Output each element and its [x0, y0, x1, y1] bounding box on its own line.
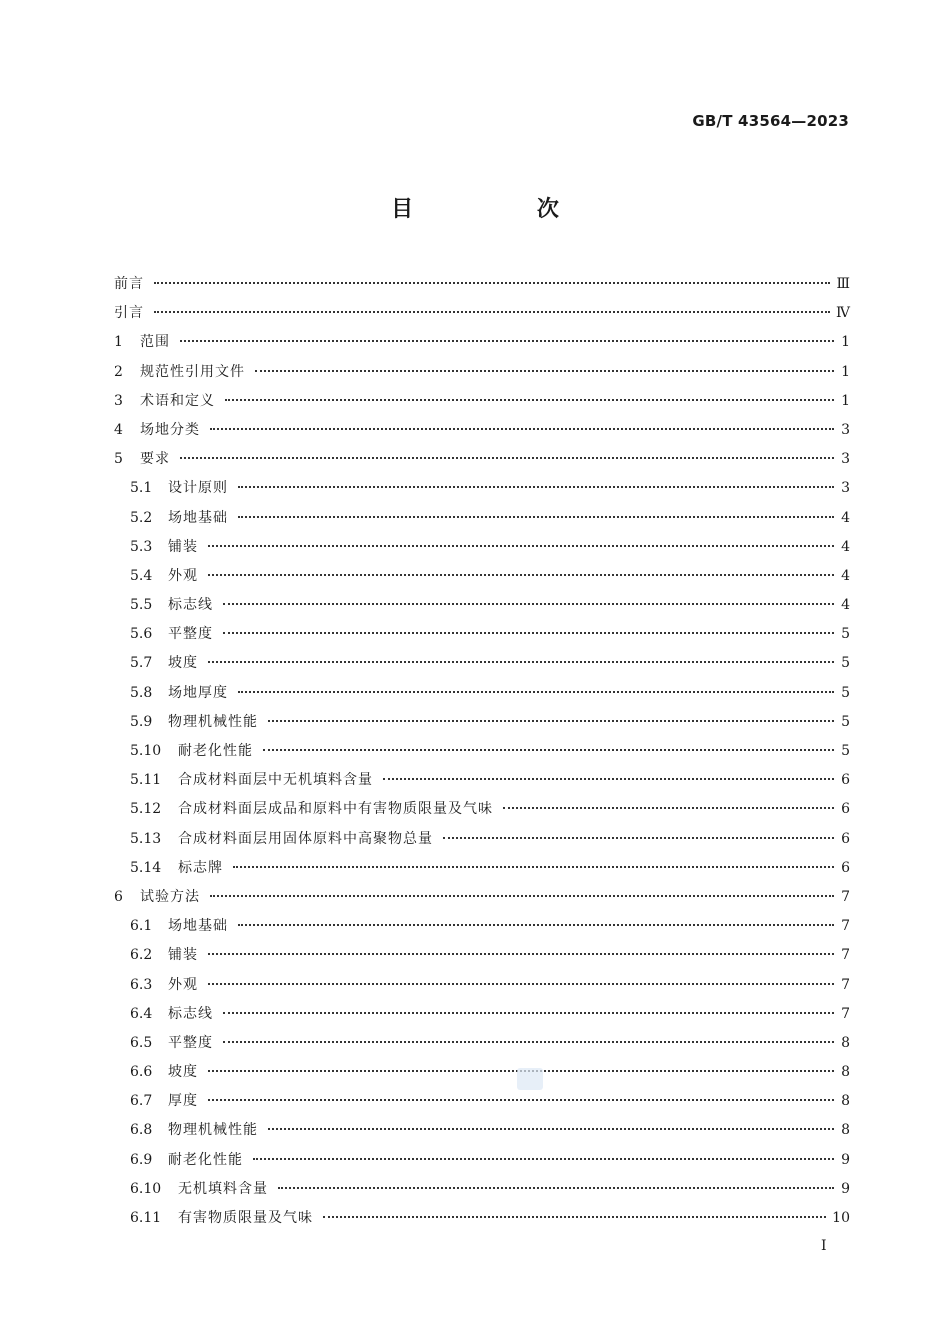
toc-entry-page: 8	[841, 1093, 850, 1110]
toc-entry[interactable]	[114, 941, 850, 970]
toc-entry-page: 1	[841, 392, 850, 409]
toc-entry-number: 5.3	[130, 538, 153, 555]
toc-entry[interactable]	[114, 1175, 850, 1204]
toc-entry-page: 8	[841, 1122, 850, 1139]
toc-entry-number: 5.14	[130, 859, 162, 876]
toc-entry-number: 6.8	[130, 1122, 153, 1139]
toc-entry-number: 6.6	[130, 1064, 153, 1081]
toc-entry-number: 5.4	[130, 567, 153, 584]
dot-leader	[208, 983, 834, 985]
toc-entry-number: 5.1	[130, 480, 153, 497]
dot-leader	[503, 807, 834, 809]
toc-entry[interactable]	[114, 766, 850, 795]
toc-entry[interactable]	[114, 358, 850, 387]
toc-entry-label: 试验方法	[140, 888, 200, 905]
toc-entry-page: 6	[841, 830, 850, 847]
page-number: I	[821, 1238, 827, 1254]
watermark-logo-icon	[517, 1068, 543, 1090]
dot-leader	[210, 895, 834, 897]
toc-entry[interactable]	[114, 328, 850, 357]
toc-entry-label: 合成材料面层用固体原料中高聚物总量	[178, 830, 433, 847]
toc-entry-label: 场地分类	[140, 421, 200, 438]
toc-entry[interactable]	[114, 416, 850, 445]
toc-entry-number: 6.10	[130, 1180, 162, 1197]
toc-entry-page: 4	[841, 538, 850, 555]
toc-entry-number: 5.6	[130, 626, 153, 643]
toc-entry-label: 设计原则	[168, 480, 228, 497]
toc-entry-page: 5	[841, 626, 850, 643]
dot-leader	[238, 486, 834, 488]
toc-entry-label: 前言	[114, 276, 144, 292]
dot-leader	[253, 1158, 834, 1160]
toc-entry-number: 6.7	[130, 1093, 153, 1110]
toc-entry[interactable]	[114, 912, 850, 941]
toc-entry[interactable]	[114, 971, 850, 1000]
toc-entry-number: 6.3	[130, 976, 153, 993]
toc-entry-page: 7	[841, 947, 850, 964]
toc-entry-page: 1	[841, 363, 850, 380]
toc-entry[interactable]	[114, 387, 850, 416]
toc-entry-label: 场地基础	[168, 918, 228, 935]
toc-entry[interactable]	[114, 591, 850, 620]
toc-entry-number: 6.9	[130, 1151, 153, 1168]
toc-entry[interactable]	[114, 649, 850, 678]
toc-entry-label: 标志线	[168, 1005, 213, 1022]
toc-entry[interactable]	[114, 795, 850, 824]
toc-entry-page: 4	[841, 509, 850, 526]
toc-entry-page: Ⅲ	[836, 276, 850, 292]
toc-entry-label: 坡度	[168, 655, 198, 672]
toc-entry[interactable]	[114, 445, 850, 474]
dot-leader	[180, 457, 834, 459]
toc-entry-page: 5	[841, 713, 850, 730]
toc-entry-label: 物理机械性能	[168, 713, 258, 730]
toc-entry[interactable]	[114, 1146, 850, 1175]
toc-entry-page: 8	[841, 1064, 850, 1081]
toc-entry-page: 6	[841, 801, 850, 818]
dot-leader	[443, 837, 834, 839]
toc-entry-number: 5.11	[130, 772, 162, 789]
toc-entry-page: 4	[841, 567, 850, 584]
toc-entry[interactable]	[114, 1029, 850, 1058]
toc-entry-page: 4	[841, 597, 850, 614]
toc-entry-label: 范围	[140, 334, 170, 351]
toc-entry-label: 外观	[168, 976, 198, 993]
dot-leader	[323, 1216, 826, 1218]
toc-entry-number: 6	[114, 888, 123, 905]
dot-leader	[383, 778, 834, 780]
toc-entry-page: 7	[841, 1005, 850, 1022]
toc-entry-page: 6	[841, 772, 850, 789]
toc-entry-label: 标志牌	[178, 859, 223, 876]
dot-leader	[255, 370, 834, 372]
dot-leader	[233, 866, 834, 868]
dot-leader	[278, 1187, 834, 1189]
dot-leader	[208, 574, 834, 576]
dot-leader	[263, 749, 834, 751]
toc-entry-label: 场地厚度	[168, 684, 228, 701]
toc-entry-label: 场地基础	[168, 509, 228, 526]
dot-leader	[208, 953, 834, 955]
toc-entry[interactable]	[114, 620, 850, 649]
toc-entry-label: 要求	[140, 451, 170, 468]
toc-entry-number: 5.9	[130, 713, 153, 730]
toc-entry[interactable]	[114, 825, 850, 854]
toc-entry-label: 耐老化性能	[168, 1151, 243, 1168]
dot-leader	[225, 399, 834, 401]
table-of-contents	[114, 270, 850, 1233]
toc-entry-label: 合成材料面层中无机填料含量	[178, 772, 373, 789]
toc-entry-number: 5.13	[130, 830, 162, 847]
dot-leader	[223, 1012, 834, 1014]
toc-entry[interactable]	[114, 854, 850, 883]
toc-entry-page: 9	[841, 1180, 850, 1197]
dot-leader	[154, 282, 830, 284]
toc-entry-number: 5.5	[130, 597, 153, 614]
toc-entry-label: 坡度	[168, 1064, 198, 1081]
standard-code: GB/T 43564—2023	[692, 112, 849, 130]
toc-entry-page: 5	[841, 743, 850, 759]
toc-entry-number: 5.2	[130, 509, 153, 526]
toc-entry-number: 5.12	[130, 801, 162, 818]
toc-entry-label: 平整度	[168, 1034, 213, 1051]
toc-entry-page: 7	[841, 976, 850, 993]
toc-entry-number: 6.1	[130, 918, 153, 935]
dot-leader	[238, 516, 834, 518]
toc-entry-number: 6.5	[130, 1034, 153, 1051]
toc-entry[interactable]	[114, 1000, 850, 1029]
toc-entry-number: 3	[114, 392, 123, 409]
toc-entry-label: 合成材料面层成品和原料中有害物质限量及气味	[178, 801, 493, 818]
toc-entry[interactable]	[114, 1204, 850, 1233]
toc-entry-label: 标志线	[168, 597, 213, 614]
toc-entry[interactable]	[114, 533, 850, 562]
toc-entry-page: 3	[841, 480, 850, 497]
toc-entry-label: 物理机械性能	[168, 1122, 258, 1139]
dot-leader	[154, 311, 830, 313]
dot-leader	[208, 545, 834, 547]
toc-entry-page: 10	[832, 1210, 850, 1226]
toc-entry-number: 2	[114, 363, 123, 380]
toc-entry[interactable]	[114, 708, 850, 737]
toc-entry-number: 5.7	[130, 655, 153, 672]
toc-entry-number: 5	[114, 451, 123, 468]
toc-entry-label: 耐老化性能	[178, 743, 253, 759]
toc-entry-page: Ⅳ	[836, 305, 850, 322]
toc-entry-label: 厚度	[168, 1093, 198, 1110]
dot-leader	[238, 924, 834, 926]
toc-entry-page: 8	[841, 1034, 850, 1051]
toc-entry[interactable]	[114, 1058, 850, 1087]
toc-entry[interactable]	[114, 270, 850, 299]
toc-entry[interactable]	[114, 1116, 850, 1145]
toc-entry[interactable]	[114, 299, 850, 328]
toc-entry-label: 术语和定义	[140, 392, 215, 409]
toc-entry-page: 7	[841, 888, 850, 905]
toc-entry-label: 有害物质限量及气味	[178, 1210, 313, 1226]
toc-entry-number: 6.2	[130, 947, 153, 964]
toc-entry-number: 4	[114, 421, 123, 438]
dot-leader	[208, 661, 834, 663]
toc-entry[interactable]	[114, 504, 850, 533]
dot-leader	[223, 1041, 834, 1043]
toc-entry[interactable]	[114, 679, 850, 708]
dot-leader	[210, 428, 834, 430]
toc-entry-label: 外观	[168, 567, 198, 584]
toc-entry-number: 5.8	[130, 684, 153, 701]
toc-entry[interactable]	[114, 737, 850, 766]
toc-entry[interactable]	[114, 474, 850, 503]
toc-entry-label: 铺装	[168, 947, 198, 964]
dot-leader	[223, 632, 834, 634]
toc-entry-label: 规范性引用文件	[140, 363, 245, 380]
dot-leader	[268, 1128, 834, 1130]
toc-entry[interactable]	[114, 1087, 850, 1116]
toc-entry-page: 6	[841, 859, 850, 876]
toc-entry[interactable]	[114, 562, 850, 591]
toc-entry-page: 9	[841, 1151, 850, 1168]
toc-entry-label: 平整度	[168, 626, 213, 643]
toc-entry-page: 5	[841, 655, 850, 672]
dot-leader	[223, 603, 834, 605]
dot-leader	[268, 720, 834, 722]
dot-leader	[180, 340, 834, 342]
toc-entry-page: 5	[841, 684, 850, 701]
toc-entry[interactable]	[114, 883, 850, 912]
toc-entry-number: 6.11	[130, 1210, 162, 1226]
toc-entry-number: 5.10	[130, 743, 162, 759]
toc-entry-page: 7	[841, 918, 850, 935]
dot-leader	[238, 691, 834, 693]
dot-leader	[208, 1099, 834, 1101]
toc-entry-page: 3	[841, 421, 850, 438]
toc-entry-page: 3	[841, 451, 850, 468]
toc-entry-label: 铺装	[168, 538, 198, 555]
toc-entry-number: 1	[114, 334, 123, 351]
toc-entry-page: 1	[841, 334, 850, 351]
toc-entry-label: 无机填料含量	[178, 1180, 268, 1197]
toc-entry-number: 6.4	[130, 1005, 153, 1022]
toc-entry-label: 引言	[114, 305, 144, 322]
page-title: 目 次	[391, 197, 617, 222]
